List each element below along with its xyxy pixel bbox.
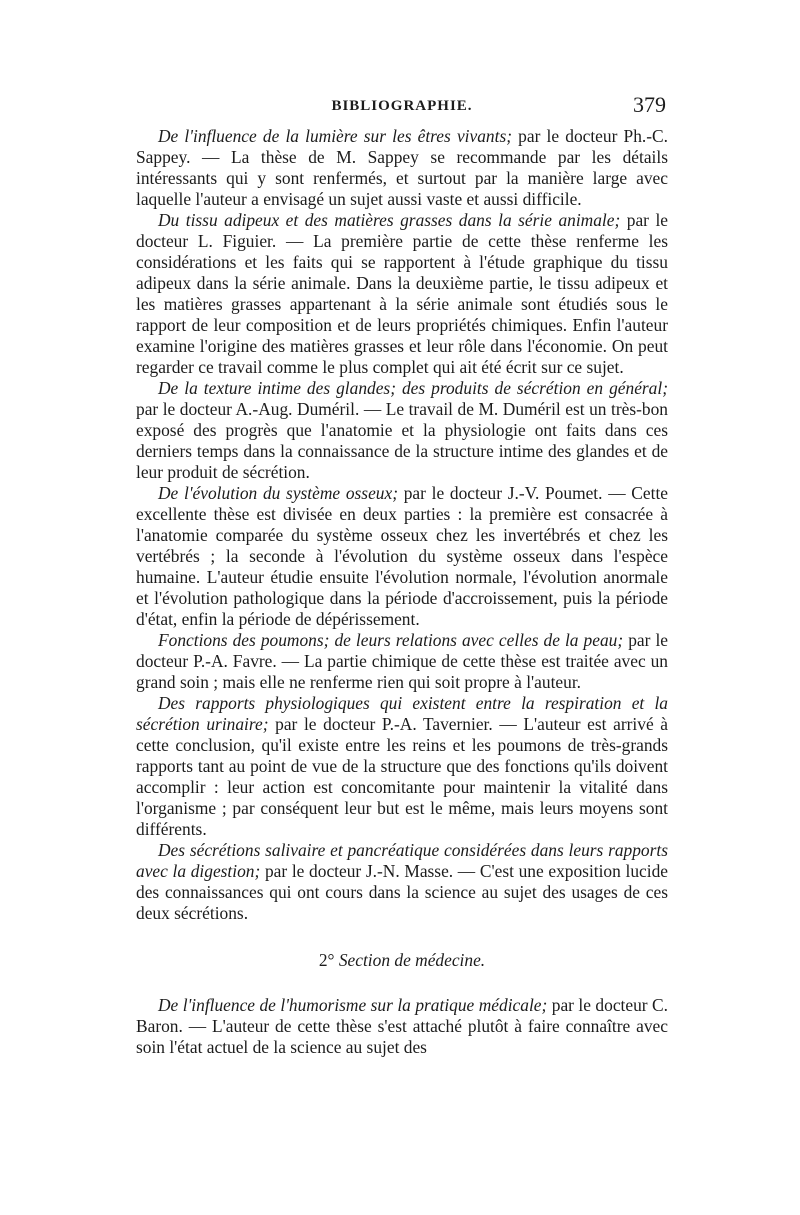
running-title: BIBLIOGRAPHIE. — [331, 98, 473, 114]
entry-title: Fonctions des poumons; de leurs relations avec celles de la peau; — [158, 630, 624, 650]
bibliography-entry — [136, 995, 668, 1058]
bibliography-entry — [136, 483, 668, 630]
entry-title: De l'influence de la lumière sur les êtres vivants; — [158, 126, 513, 146]
entry-text: par le docteur P.-A. Favre. — La partie chimique de cette thèse est traitée avec un grand soin ; mais elle ne renferme rien qui soit propre à l'auteur. — [136, 630, 669, 692]
entry-text: par le docteur C. Baron. — L'auteur de cette thèse s'est attaché plutôt à faire connaître avec soin l'état actuel de la science au sujet des — [136, 995, 668, 1057]
bibliography-entry — [136, 630, 668, 693]
entry-text: par le docteur P.-A. Tavernier. — L'auteur est arrivé à cette conclusion, qu'il existe entre les reins et les poumons de très-grands rapports tant au point de vue de la structure que des fonctions qu'ils doivent accomplir : leur action est concomitante pour maintenir la vitalité dans l'organisme ; par conséquent leur but est le même, mais leurs moyens sont différents. — [136, 714, 668, 839]
book-page — [136, 92, 668, 1058]
entry-title: De l'influence de l'humorisme sur la pratique médicale; — [158, 995, 548, 1015]
bibliography-entry — [136, 126, 668, 210]
entry-text: par le docteur Ph.-C. Sappey. — La thèse de M. Sappey se recommande par les détails intéressants qui y sont renfermés, et surtout par la manière large avec laquelle l'auteur a envisagé un sujet aussi vaste et aussi difficile. — [136, 126, 669, 209]
page-number: 379 — [633, 92, 666, 117]
bibliography-entry — [136, 693, 668, 840]
section-title: Section de médecine. — [338, 950, 486, 970]
section-heading — [136, 950, 668, 971]
bibliography-entry — [136, 378, 668, 483]
entry-title: Des rapports physiologiques qui existent entre la respiration et la sécrétion urinaire; — [136, 693, 668, 734]
entry-title: De la texture intime des glandes; des produits de sécrétion en général; — [158, 378, 668, 398]
entry-text: par le docteur A.-Aug. Duméril. — Le travail de M. Duméril est un très-bon exposé des progrès que l'anatomie et la physiologie ont faits dans ces derniers temps dans la connaissance de la structure intime des glandes et de leur produit de sécrétion. — [136, 399, 668, 482]
bibliography-entry — [136, 840, 668, 924]
entry-title: Des sécrétions salivaire et pancréatique considérées dans leurs rapports avec la digestion; — [136, 840, 668, 881]
bibliography-entry — [136, 210, 668, 378]
entry-text: par le docteur J.-V. Poumet. — Cette excellente thèse est divisée en deux parties : la première est consacrée à l'anatomie comparée du système osseux chez les invertébrés et chez les vertébrés ; la seconde à l'évolution du système osseux dans l'espèce humaine. L'auteur étudie ensuite l'évolution normale, l'évolution anormale et l'évolution pathologique dans la période d'accroissement, puis la période d'état, enfin la période de dépérissement. — [136, 483, 668, 629]
entry-title: De l'évolution du système osseux; — [158, 483, 398, 503]
entry-text: par le docteur J.-N. Masse. — C'est une exposition lucide des connaissances qui ont cours dans la science au sujet des usages de ces deux sécrétions. — [136, 861, 668, 923]
entry-title: Du tissu adipeux et des matières grasses dans la série animale; — [158, 210, 621, 230]
entry-text: par le docteur L. Figuier. — La première partie de cette thèse renferme les considérations et les faits qui se rapportent à l'étude graphique du tissu adipeux dans la série animale. Dans la deuxième partie, le tissu adipeux et les matières grasses appartenant à la série animale sont étudiés sous le rapport de leur composition et de leurs propriétés chimiques. Enfin l'auteur examine l'origine des matières grasses et leur rôle dans l'économie. On peut regarder ce travail comme le plus complet qui ait été écrit sur ce sujet. — [136, 210, 669, 377]
running-head — [136, 92, 668, 126]
section-number: 2° — [318, 950, 335, 970]
